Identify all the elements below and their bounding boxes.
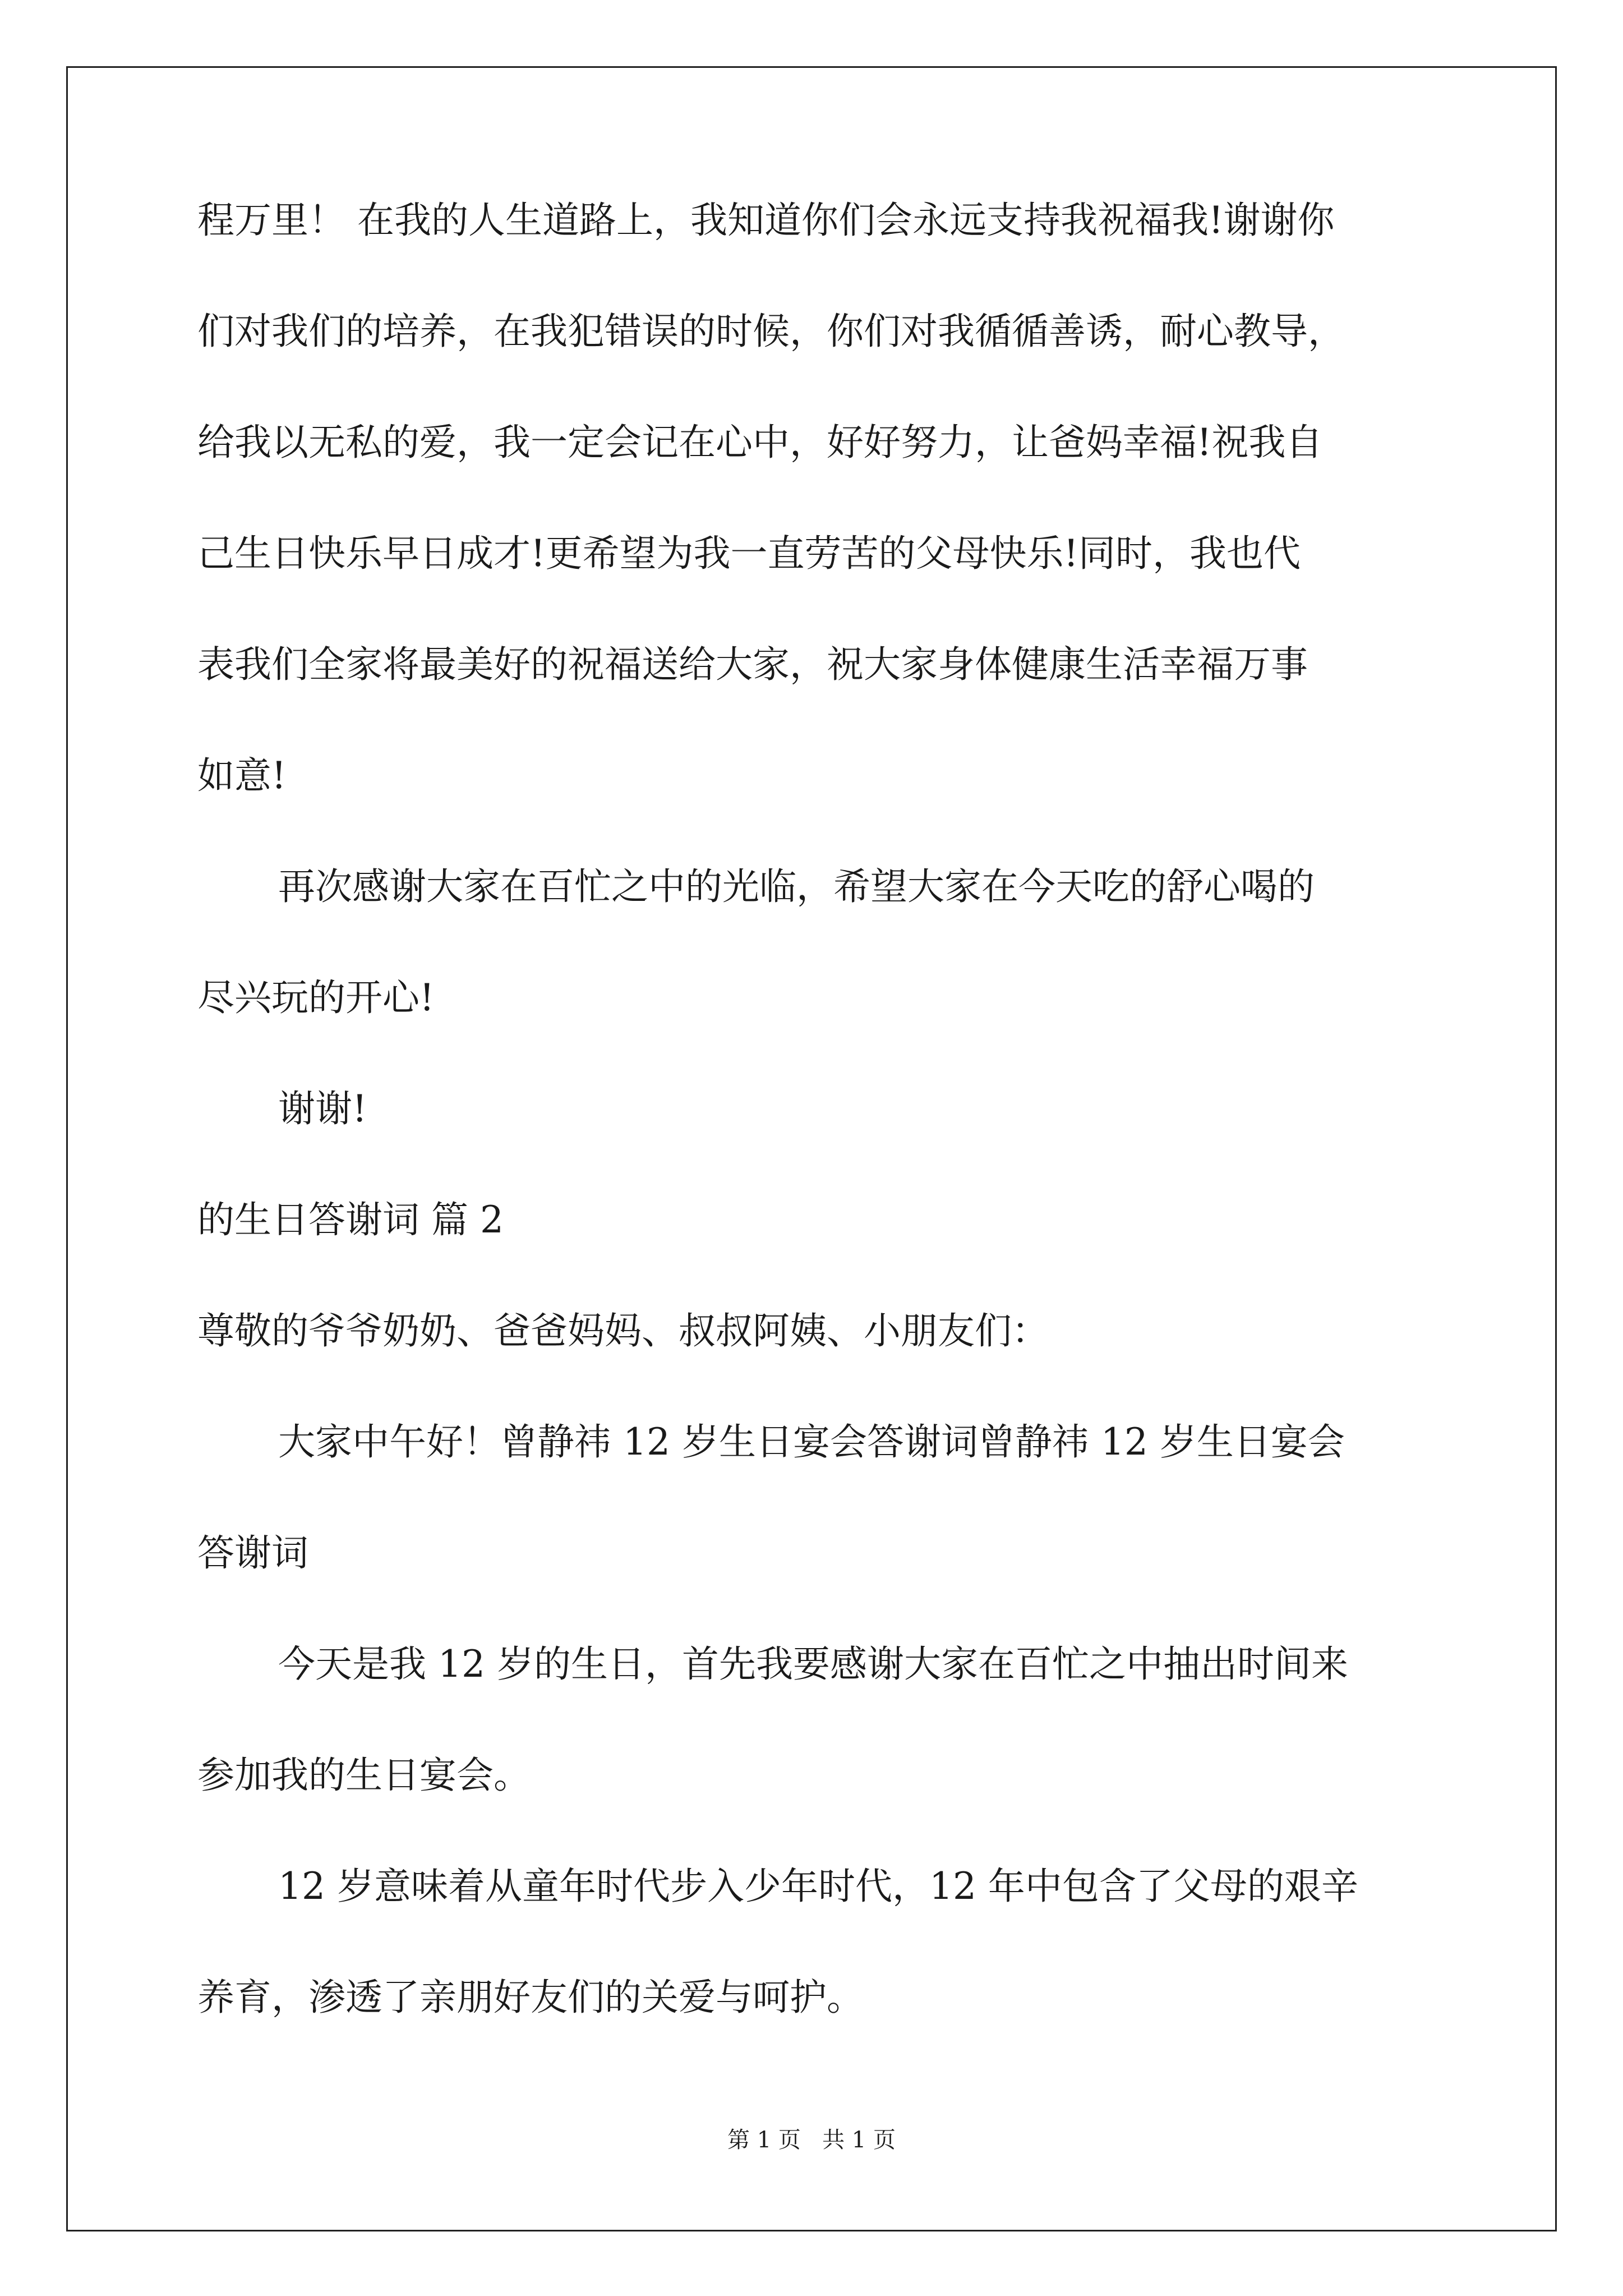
text-line-8: 尽兴玩的开心! <box>197 976 435 1019</box>
text-line-6: 如意! <box>197 754 287 797</box>
document-body <box>197 199 1448 2090</box>
text-line-15: 参加我的生日宴会。 <box>197 1754 531 1797</box>
page-footer: 第 1 页 共 1 页 <box>727 2127 896 2153</box>
text-line-17: 养育，渗透了亲朋好友们的关爱与呵护。 <box>197 1976 864 2019</box>
text-line-11: 尊敬的爷爷奶奶、爸爸妈妈、叔叔阿姨、小朋友们： <box>197 1309 1049 1352</box>
text-line-2: 们对我们的培养，在我犯错误的时候，你们对我循循善诱，耐心教导， <box>197 310 1345 353</box>
text-line-12: 大家中午好！曾静祎 12 岁生日宴会答谢词曾静祎 12 岁生日宴会 <box>278 1420 1345 1464</box>
section-heading: 的生日答谢词 篇 2 <box>197 1198 504 1241</box>
text-line-9: 谢谢! <box>278 1087 367 1130</box>
text-line-1: 程万里！ 在我的人生道路上，我知道你们会永远支持我祝福我!谢谢你 <box>197 199 1335 242</box>
text-line-5: 表我们全家将最美好的祝福送给大家，祝大家身体健康生活幸福万事 <box>197 643 1308 686</box>
text-line-14: 今天是我 12 岁的生日，首先我要感谢大家在百忙之中抽出时间来 <box>278 1642 1348 1686</box>
text-line-16: 12 岁意味着从童年时代步入少年时代，12 年中包含了父母的艰辛 <box>278 1865 1358 1908</box>
text-line-7: 再次感谢大家在百忙之中的光临，希望大家在今天吃的舒心喝的 <box>278 865 1315 908</box>
text-line-13: 答谢词 <box>197 1531 308 1575</box>
text-line-4: 己生日快乐早日成才!更希望为我一直劳苦的父母快乐!同时，我也代 <box>197 532 1301 575</box>
text-line-3: 给我以无私的爱，我一定会记在心中，好好努力，让爸妈幸福!祝我自 <box>197 421 1323 464</box>
